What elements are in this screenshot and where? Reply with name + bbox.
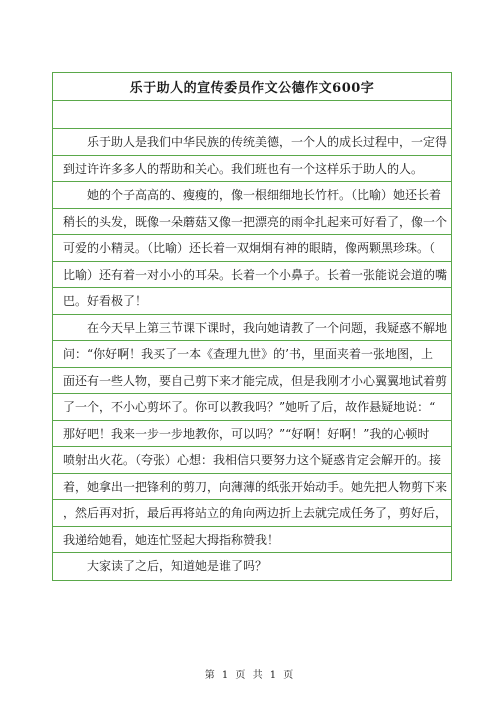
essay-title: 乐于助人的宣传委员作文公德作文600字 — [53, 73, 451, 101]
text-line: 着，她拿出一把锋利的剪刀，向薄薄的纸张开始动手。她先把人物剪下来 — [53, 474, 451, 501]
text-line: 稍长的头发，既像一朵蘑菇又像一把漂亮的雨伞扎起来可好看了，像一个 — [53, 209, 451, 236]
page-number: 第 1 页 共 1 页 — [204, 670, 296, 681]
text-line: 问：“你好啊！我买了一本《查理九世》的’书，里面夹着一张地图，上 — [53, 341, 451, 368]
text-line: 我递给她看，她连忙竖起大拇指称赞我！ — [53, 527, 451, 554]
text-line: ，然后再对折，最后再将站立的角向两边折上去就完成任务了，剪好后， — [53, 500, 451, 527]
text-line: 那好吧！我来一步一步地教你，可以吗？”“好啊！好啊！”我的心顿时 — [53, 421, 451, 448]
text-line: 了一个，不小心剪坏了。你可以教我吗？”她听了后，故作悬疑地说：“ — [53, 394, 451, 421]
text-line: 在今天早上第三节课下课时，我向她请教了一个问题，我疑惑不解地 — [53, 315, 451, 342]
blank-line — [53, 101, 451, 129]
text-line: 乐于助人是我们中华民族的传统美德，一个人的成长过程中，一定得 — [53, 129, 451, 156]
text-line: 巴。好看极了！ — [53, 288, 451, 315]
text-line: 她的个子高高的、瘦瘦的，像一根细细地长竹杆。（比喻）她还长着 — [53, 182, 451, 209]
essay-sheet — [52, 72, 452, 581]
text-line: 到过许许多多人的帮助和关心。我们班也有一个这样乐于助人的人。 — [53, 156, 451, 183]
text-line: 喷射出火花。（夸张）心想：我相信只要努力这个疑惑肯定会解开的。接 — [53, 447, 451, 474]
text-line: 大家读了之后，知道她是谁了吗？ — [87, 559, 268, 573]
text-line: 可爱的小精灵。（比喻）还长着一双炯炯有神的眼睛，像两颗黑珍珠。（ — [53, 235, 451, 262]
text-line: 面还有一些人物，要自己剪下来才能完成，但是我刚才小心翼翼地试着剪 — [53, 368, 451, 395]
text-line: 比喻）还有着一对小小的耳朵。长着一个小鼻子。长着一张能说会道的嘴 — [53, 262, 451, 289]
